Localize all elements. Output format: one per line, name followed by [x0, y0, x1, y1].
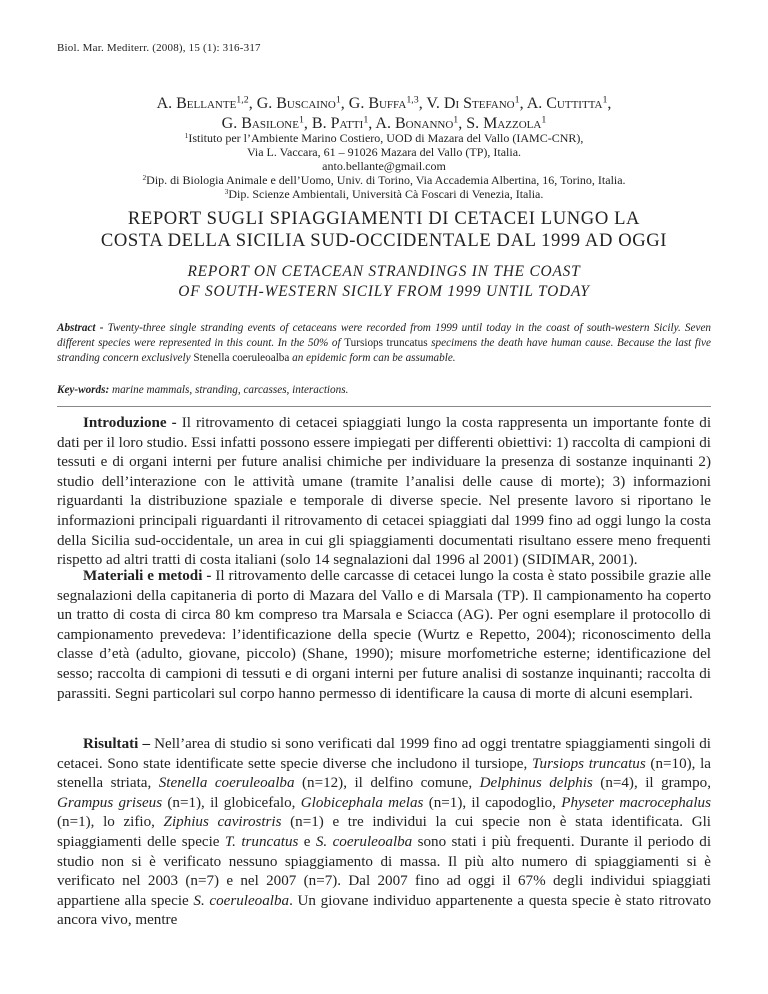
- section-heading: Materiali e metodi -: [83, 568, 212, 584]
- title-english-line: OF SOUTH-WESTERN SICILY FROM 1999 UNTIL TODAY: [178, 283, 590, 300]
- section-text: Il ritrovamento di cetacei spiaggiati lungo la costa rappresenta un importante fonte di dati per il loro studio. Essi infatti possono essere impiegati per differenti obiettivi: 1) raccolta di campioni di tessuti e di organi interni per future analisi chimiche per individuare la presenza di sostanze inquinanti 2) studio dell’interazione con le attività umane (tramite l’analisi delle cause di morte); 3) informazioni riguardanti la distribuzione spaziale e temporale di diverse specie. Nel presente lavoro si riportano le informazioni principali riguardanti il ritrovamento di cetacei spiaggiati dal 1999 fino ad oggi lungo la costa della Sicilia sud-occidentale, un area in cui gli spiaggiamenti documentati risultano essere meno frequenti rispetto ad altri tratti di costa italiani (solo 14 segnalazioni dal 1996 al 2001) (SIDIMAR, 2001).: [57, 415, 712, 569]
- species-name: Grampus griseus: [57, 794, 163, 811]
- section-introduzione: [57, 414, 711, 571]
- author-name: G. Buscaino: [256, 95, 336, 112]
- title-italian-line: COSTA DELLA SICILIA SUD-OCCIDENTALE DAL 1999 AD OGGI: [100, 230, 668, 251]
- abstract-label: Abstract -: [57, 322, 104, 334]
- abstract-text: Twenty-three single stranding events of cetaceans were recorded from 1999 until today in the coast of south-western Sicily. Seven different species were represented in this count. In the 50% of: [57, 322, 712, 349]
- title-english: [60, 262, 708, 302]
- species-name: Globicephala melas: [300, 794, 424, 811]
- keywords-label: Key-words:: [57, 384, 110, 396]
- section-text: (n=4), il grampo,: [592, 775, 711, 792]
- keywords: [57, 383, 711, 398]
- title-italian-line: REPORT SUGLI SPIAGGIAMENTI DI CETACEI LUNGO LA: [127, 208, 641, 229]
- keywords-text: marine mammals, stranding, carcasses, interactions.: [109, 384, 349, 396]
- affiliation-3: [60, 187, 708, 201]
- section-text: Nell’area di studio si sono verificati dal 1999 fino ad oggi trentatre spiaggiamenti singoli di cetacei. Sono state identificate sette specie diverse che includono il tursiope,: [57, 736, 712, 772]
- section-text: (n=10), la stenella striata,: [57, 755, 712, 792]
- affiliation-text: Istituto per l’Ambiente Marino Costiero, UOD di Mazara del Vallo (IAMC-CNR),: [188, 131, 584, 145]
- author-affiliation-mark: 1: [602, 94, 608, 106]
- species-name: T. truncatus: [224, 833, 299, 850]
- author-affiliation-mark: 1: [335, 94, 341, 106]
- species-name: Physeter macrocephalus: [561, 794, 711, 811]
- title-italian: [60, 208, 708, 252]
- author-affiliation-mark: 1: [363, 114, 369, 126]
- species-name: S. coeruleoalba: [193, 892, 290, 909]
- affiliation-mark: 1: [184, 130, 189, 140]
- section-text: (n=1), il globicefalo,: [162, 794, 301, 811]
- affiliation-text: Dip. di Biologia Animale e dell’Uomo, Univ. di Torino, Via Accademia Albertina, 16, Torino, Italia.: [146, 173, 626, 187]
- species-name: Stenella coeruleoalba: [193, 352, 290, 364]
- section-risultati: [57, 735, 711, 931]
- abstract-text: an epidemic form can be assumable.: [289, 352, 456, 364]
- author-affiliation-mark: 1,2: [236, 94, 249, 106]
- author-affiliation-mark: 1: [541, 114, 547, 126]
- author-name: B. Patti: [311, 115, 364, 132]
- section-text: (n=1), lo zifio,: [57, 814, 164, 831]
- affiliation-2: [60, 173, 708, 187]
- author-name: S. Mazzola: [466, 115, 542, 132]
- abstract-text: specimens the death have human cause. Because the last five stranding concern exclusively: [57, 337, 711, 364]
- section-materiali-metodi: [57, 567, 711, 704]
- species-name: Delphinus delphis: [479, 775, 593, 792]
- species-name: Ziphius cavirostris: [163, 814, 282, 831]
- species-name: S. coeruleoalba: [315, 833, 413, 850]
- author-name: G. Basilone: [221, 115, 299, 132]
- author-name: V. Di Stefano: [426, 95, 515, 112]
- affiliation-1: [60, 131, 708, 145]
- species-name: Tursiops truncatus: [344, 337, 428, 349]
- section-divider: [57, 406, 711, 407]
- section-text: . Un giovane individuo appartenente a questa specie è stato ritrovato ancora vivo, mentre: [57, 892, 712, 929]
- section-text: Il ritrovamento delle carcasse di cetacei lungo la costa è stato possibile grazie alle segnalazioni della capitaneria di porto di Mazara del Vallo e di Marsala (TP). Il campionamento ha coperto un tratto di costa di circa 80 km compreso tra Marsala e Sciacca (AG). Per ogni esemplare il protocollo di campionamento prevedeva: l’identificazione della specie (Wurtz e Repetto, 2004); riconoscimento della classe d’età (adulto, giovane, piccolo) (Shane, 1990); misure morfometriche esterne; identificazione del sesso; raccolta di campioni di tessuti e di organi interni per future analisi di sostanze inquinanti; raccolta di parassiti. Segni particolari sul corpo hanno permesso di identificare la causa di morte di alcuni esemplari.: [57, 568, 711, 702]
- species-name: Stenella coeruleoalba: [158, 775, 295, 792]
- author-name: A. Bellante: [156, 95, 237, 112]
- affiliation-1-address: Via L. Vaccara, 61 – 91026 Mazara del Vallo (TP), Italia.: [246, 145, 522, 159]
- author-affiliation-mark: 1: [453, 114, 459, 126]
- author-affiliation-mark: 1: [298, 114, 304, 126]
- affiliation-text: Dip. Scienze Ambientali, Università Cà Foscari di Venezia, Italia.: [228, 187, 544, 201]
- author-name: G. Buffa: [348, 95, 407, 112]
- section-text: (n=1) e tre individui la cui specie non è stata identificata. Gli spiaggiamenti delle specie: [57, 814, 711, 850]
- author-list: A. Bellante$^{1,2}$, G. Buscaino$^1$, G. Buffa$^{1,3}$, V. Di Stefano$^1$, A. Cuttitta$^1$, G. Basilone$^1$, B. Patti$^1$, A. Bonanno$^1$, S. Mazzola$^1$: [156, 94, 612, 132]
- section-heading: Risultati –: [83, 736, 150, 752]
- author-name: A. Bonanno: [375, 115, 454, 132]
- affiliation-block: [60, 131, 708, 201]
- author-affiliation-mark: 1,3: [406, 94, 419, 106]
- affiliation-mark: 3: [224, 186, 229, 196]
- section-text: (n=12), il delfino comune,: [294, 775, 480, 792]
- affiliation-mark: 2: [142, 172, 147, 182]
- section-heading: Introduzione -: [83, 415, 177, 431]
- author-affiliation-mark: 1: [514, 94, 520, 106]
- author-email: anto.bellante@gmail.com: [322, 159, 446, 173]
- abstract: [57, 321, 711, 366]
- species-name: Tursiops truncatus: [531, 755, 646, 772]
- title-english-line: REPORT ON CETACEAN STRANDINGS IN THE COAST: [187, 263, 581, 280]
- section-text: e: [298, 833, 316, 850]
- section-text: (n=1), il capodoglio,: [423, 794, 562, 811]
- section-text: sono stati i più frequenti. Durante il periodo di studio non si è verificato nessuno spiaggiamento di massa. Il più alto numero di spiaggiamenti si è verificato nel 2003 (n=7) e nel 2007 (n=7). Dal 2007 fino ad oggi il 67% degli individui spiaggiati appartiene alla specie: [57, 833, 712, 909]
- author-name: A. Cuttitta: [526, 95, 603, 112]
- journal-reference: Biol. Mar. Mediterr. (2008), 15 (1): 316-317: [57, 42, 261, 54]
